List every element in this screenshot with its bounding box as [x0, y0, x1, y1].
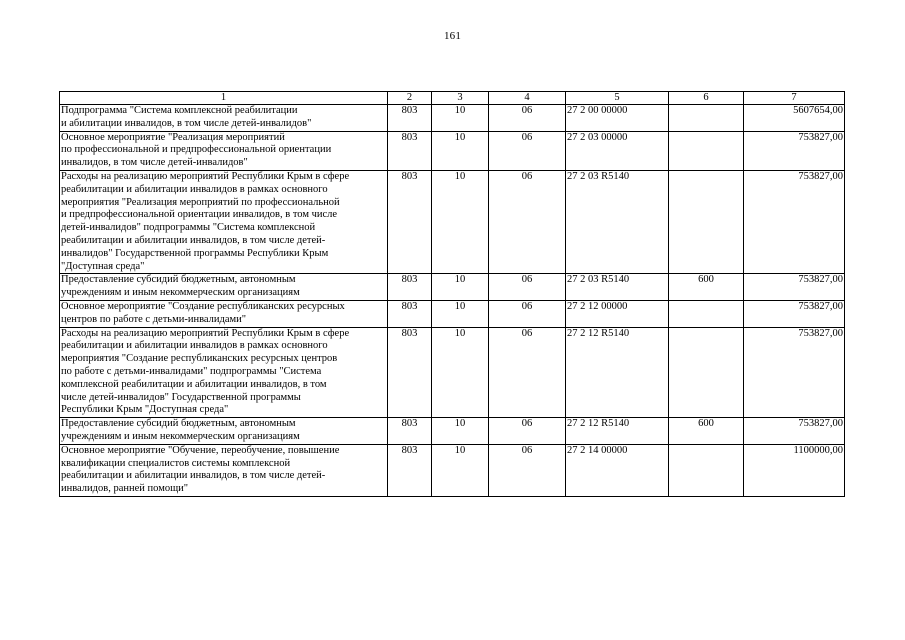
row-expense-type: [669, 300, 744, 327]
row-subsection: 06: [489, 327, 566, 418]
row-section: 10: [432, 300, 489, 327]
row-ministry-code: 803: [388, 105, 432, 132]
row-ministry-code: 803: [388, 327, 432, 418]
table-body: [60, 105, 845, 497]
row-section: 10: [432, 131, 489, 170]
table-row: [60, 300, 845, 327]
row-target-code: 27 2 14 00000: [566, 444, 669, 496]
table-row: [60, 105, 845, 132]
header-col-5: 5: [566, 92, 669, 105]
row-ministry-code: 803: [388, 444, 432, 496]
row-target-code: 27 2 03 R5140: [566, 170, 669, 273]
row-ministry-code: 803: [388, 170, 432, 273]
row-ministry-code: 803: [388, 274, 432, 301]
row-name: Предоставление субсидий бюджетным, автономным учреждениям и иным некоммерческим организациям: [60, 274, 388, 301]
row-subsection: 06: [489, 170, 566, 273]
row-amount: 753827,00: [744, 274, 845, 301]
row-target-code: 27 2 12 00000: [566, 300, 669, 327]
table-header: [60, 92, 845, 105]
row-subsection: 06: [489, 418, 566, 445]
row-expense-type: [669, 131, 744, 170]
row-subsection: 06: [489, 105, 566, 132]
row-name: Расходы на реализацию мероприятий Республики Крым в сфере реабилитации и абилитации инвалидов в рамках основного мероприятия "Реализация мероприятий по профессиональной и предпрофессиональной ориентации инвалидов, в том числе детей-инвалидов" подпрограммы "Система комплексной реабилитации и абилитации инвалидов, в том числе детей- инвалидов" Государственной программы Республики Крым "Доступная среда": [60, 170, 388, 273]
row-target-code: 27 2 00 00000: [566, 105, 669, 132]
header-col-6: 6: [669, 92, 744, 105]
table-row: [60, 418, 845, 445]
header-col-3: 3: [432, 92, 489, 105]
row-amount: 753827,00: [744, 300, 845, 327]
row-subsection: 06: [489, 274, 566, 301]
row-name: Основное мероприятие "Создание республиканских ресурсных центров по работе с детьми-инвалидами": [60, 300, 388, 327]
row-subsection: 06: [489, 444, 566, 496]
row-section: 10: [432, 327, 489, 418]
row-target-code: 27 2 12 R5140: [566, 327, 669, 418]
budget-table: [59, 91, 845, 497]
row-expense-type: 600: [669, 274, 744, 301]
row-expense-type: [669, 170, 744, 273]
row-section: 10: [432, 418, 489, 445]
row-ministry-code: 803: [388, 418, 432, 445]
header-col-7: 7: [744, 92, 845, 105]
table-row: [60, 274, 845, 301]
row-amount: 753827,00: [744, 170, 845, 273]
table-row: [60, 131, 845, 170]
header-col-2: 2: [388, 92, 432, 105]
row-expense-type: [669, 327, 744, 418]
header-row: [60, 92, 845, 105]
table-row: [60, 444, 845, 496]
table-row: [60, 327, 845, 418]
row-target-code: 27 2 12 R5140: [566, 418, 669, 445]
row-section: 10: [432, 105, 489, 132]
header-col-1: 1: [60, 92, 388, 105]
header-col-4: 4: [489, 92, 566, 105]
row-amount: 753827,00: [744, 131, 845, 170]
row-amount: 5607654,00: [744, 105, 845, 132]
row-section: 10: [432, 444, 489, 496]
row-expense-type: [669, 105, 744, 132]
row-ministry-code: 803: [388, 300, 432, 327]
page-number: 161: [443, 30, 462, 42]
table-row: [60, 170, 845, 273]
row-amount: 753827,00: [744, 327, 845, 418]
row-name: Расходы на реализацию мероприятий Республики Крым в сфере реабилитации и абилитации инвалидов в рамках основного мероприятия "Создание республиканских ресурсных центров по работе с детьми-инвалидами" подпрограммы "Система комплексной реабилитации и абилитации инвалидов, в том числе детей-инвалидов" Государственной программы Республики Крым "Доступная среда": [60, 327, 388, 418]
row-expense-type: [669, 444, 744, 496]
row-expense-type: 600: [669, 418, 744, 445]
row-section: 10: [432, 170, 489, 273]
row-name: Предоставление субсидий бюджетным, автономным учреждениям и иным некоммерческим организациям: [60, 418, 388, 445]
row-name: Основное мероприятие "Реализация мероприятий по профессиональной и предпрофессиональной ориентации инвалидов, в том числе детей-инвалидов": [60, 131, 388, 170]
row-target-code: 27 2 03 00000: [566, 131, 669, 170]
row-name: Основное мероприятие "Обучение, переобучение, повышение квалификации специалистов системы комплексной реабилитации и абилитации инвалидов, в том числе детей- инвалидов, ранней помощи": [60, 444, 388, 496]
row-amount: 753827,00: [744, 418, 845, 445]
row-subsection: 06: [489, 131, 566, 170]
row-amount: 1100000,00: [744, 444, 845, 496]
row-subsection: 06: [489, 300, 566, 327]
row-name: Подпрограмма "Система комплексной реабилитации и абилитации инвалидов, в том числе детей-инвалидов": [60, 105, 388, 132]
row-section: 10: [432, 274, 489, 301]
row-ministry-code: 803: [388, 131, 432, 170]
row-target-code: 27 2 03 R5140: [566, 274, 669, 301]
